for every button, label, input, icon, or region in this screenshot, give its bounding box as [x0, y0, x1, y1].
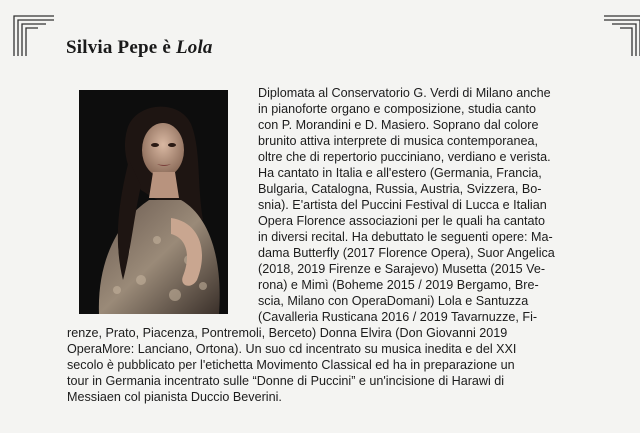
role-name: Lola	[175, 37, 213, 58]
bio-line-1: Diplomata al Conservatorio G. Verdi di Milano anche	[258, 86, 551, 100]
bio-line-2: in pianoforte organo e composizione, studia canto	[258, 102, 536, 116]
bio-line-20: Messiaen col pianista Duccio Beverini.	[67, 390, 282, 404]
bio-line-19: tour in Germania incentrato sulle “Donne di Puccini” e un'incisione di Harawi di	[67, 374, 505, 388]
bio-line-8: snia). E'artista del Puccini Festival di Lucca e Italian	[258, 198, 547, 212]
bio-line-15: (Cavalleria Rusticana 2016 / 2019 Tavarnuzze, Fi-	[258, 310, 538, 324]
corner-ornament-right-icon	[602, 14, 640, 58]
bio-line-18: secolo è pubblicato per l'etichetta Movimento Classical ed ha in preparazione un	[67, 358, 515, 372]
bio-line-16: renze, Prato, Piacenza, Pontremoli, Berceto) Donna Elvira (Don Giovanni 2019	[67, 326, 508, 340]
bio-line-13: rona) e Mimì (Boheme 2015 / 2019 Bergamo, Bre-	[258, 278, 539, 292]
bio-line-3: con P. Morandini e D. Masiero. Soprano dal colore	[258, 118, 539, 132]
corner-ornament-left-icon	[12, 14, 56, 58]
bio-line-7: Bulgaria, Catalogna, Russia, Austria, Svizzera, Bo-	[258, 182, 542, 196]
bio-line-11: dama Butterfly (2017 Florence Opera), Suor Angelica	[258, 246, 555, 260]
bio-line-14: scia, Milano con OperaDomani) Lola e Santuzza	[258, 294, 529, 308]
bio-line-6: Ha cantato in Italia e all'estero (Germania, Francia,	[258, 166, 542, 180]
bio-line-17: OperaMore: Lanciano, Ortona). Un suo cd incentrato su musica inedita e del XXI	[67, 342, 517, 356]
bio-line-12: (2018, 2019 Firenze e Sarajevo) Musetta (2015 Ve-	[258, 262, 546, 276]
singer-portrait-photo	[79, 90, 228, 314]
bio-line-5: oltre che di repertorio pucciniano, verdiano e verista.	[258, 150, 551, 164]
bio-line-10: in diversi recital. Ha debuttato le seguenti opere: Ma-	[258, 230, 553, 244]
bio-line-4: brunito attiva interprete di musica contemporanea,	[258, 134, 539, 148]
bio-line-9: Opera Florence associazioni per le quali ha cantato	[258, 214, 546, 228]
singer-name: Silvia Pepe è	[66, 37, 171, 58]
page-title	[66, 37, 213, 59]
